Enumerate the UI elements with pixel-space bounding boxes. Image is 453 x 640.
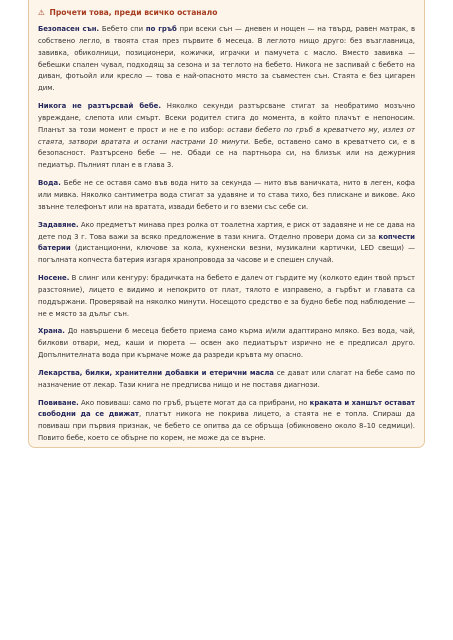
safety-paragraph xyxy=(38,273,415,320)
paragraph-text: при всеки сън — дневен и нощен — на твърд, равен матрак, в собствено легло, в твоята стая през първите 6 месеца. В леглото нищо друго: без възглавница, завивка, обиколници, позиционери, кожички, играчки и памучета с масло. Вместо завивка — бебешки спален чувал, подходящ за сезона и за теглото на бебето. Никога не заспивай с бебето на диван, фотьойл или кресло — това е най-опасното място за съвместен сън. Стаята е без цигарен дим. xyxy=(38,25,416,93)
emphasis-bold: копчести батерии xyxy=(38,232,415,253)
paragraph-text: Бебе, оставено само в креватчето си, е в безопасност. Разтърсено бебе — не. Обади се на партньора си, на близък или на дежурния педиатър. Пълният план е в глава 3. xyxy=(38,137,415,170)
emphasis-italic: остави бебето по гръб в креватчето му, излез от стаята, затвори вратата и остани настрани 10 минути. xyxy=(38,125,415,146)
safety-paragraph xyxy=(38,178,415,214)
safety-paragraph xyxy=(38,368,415,392)
paragraph-heading: Храна. xyxy=(38,327,65,336)
paragraph-text: В слинг или кенгуру: брадичката на бебето е далеч от гърдите му (колкото един твой пръст разстояние), лицето е видимо и непокрито от плат, тялото е изправено, а гърбът и главата са поддържани. Проверявай на няколко минути. Носещото средство е за будно бебе под наблюдение — не е място за дълъг сън. xyxy=(38,274,415,318)
paragraph-heading: Никога не разтърсвай бебе. xyxy=(38,102,161,111)
paragraph-text: се дават или слагат на бебе само по назначение от лекар. Тази книга не предписва нищо и не поставя диагнози. xyxy=(38,368,416,389)
emphasis-bold: краката и ханшът остават свободни да се движат xyxy=(38,398,415,419)
paragraph-text: Бебе не се оставя само във вода нито за секунда — нито във ваничката, нито в леген, кофа или мивка. Няколко сантиметра вода стигат за удавяне и то става тихо, без плискане и викове. Ако звънне телефонът или на вратата, извади бебето и го вземи със себе си. xyxy=(38,179,415,211)
safety-paragraph xyxy=(38,101,415,172)
callout-body xyxy=(38,24,415,445)
paragraph-text: Няколко секунди разтърсване стигат за необратимо мозъчно увреждане, слепота или смърт. Всеки родител стига до момента, в който плачът е непоносим. Планът за този момент е прост и не е по избор: xyxy=(38,102,415,134)
paragraph-text: Бебето спи xyxy=(99,25,146,33)
paragraph-heading: Носене. xyxy=(38,274,70,283)
paragraph-text: Ако предметът минава през ролка от тоалетна хартия, е риск от задавяне и не се дава на дете под 3 г. Това важи за всяко предложение в тази книга. Отделно провери дома си за xyxy=(38,220,415,241)
safety-paragraph xyxy=(38,24,415,95)
warning-icon: ⚠ xyxy=(38,8,45,17)
paragraph-heading: Безопасен сън. xyxy=(38,25,100,33)
paragraph-heading: Вода. xyxy=(38,179,61,188)
paragraph-heading: Повиване. xyxy=(38,398,79,407)
safety-paragraph xyxy=(38,220,415,267)
safety-paragraph xyxy=(38,326,415,362)
paragraph-text: , платът никога не покрива лицето, а стаята не е топла. Спираш да повиваш при първия признак, че бебето се опитва да се обръща (обикновено около 8–10 седмици). Повито бебе, което се обърне по корем, не може да се върне. xyxy=(38,410,415,443)
emphasis-bold: по гръб xyxy=(145,25,177,33)
paragraph-heading: Задавяне. xyxy=(38,220,79,229)
paragraph-text: Ако повиваш: само по гръб, ръцете могат да са прибрани, но xyxy=(78,398,310,407)
callout-title xyxy=(38,8,415,18)
paragraph-heading: Лекарства, билки, хранителни добавки и етерични масла xyxy=(38,368,274,377)
safety-callout-box xyxy=(28,0,425,448)
callout-title-text: Прочети това, преди всичко останало xyxy=(49,8,218,17)
safety-paragraph xyxy=(38,398,415,445)
paragraph-text: (дистанционни, ключове за кола, кухненски везни, музикални картички, LED свещи) — погълната копчеста батерия изгаря хранопровода за часове и е спешен случай. xyxy=(38,244,415,265)
paragraph-text: До навършени 6 месеца бебето приема само кърма и/или адаптирано мляко. Без вода, чай, билкови отвари, мед, каши и пюрета — освен ако педиатърът изрично не е предписал друго. Допълнителната вода при кърмаче може да разреди кръвта му опасно. xyxy=(38,327,415,360)
